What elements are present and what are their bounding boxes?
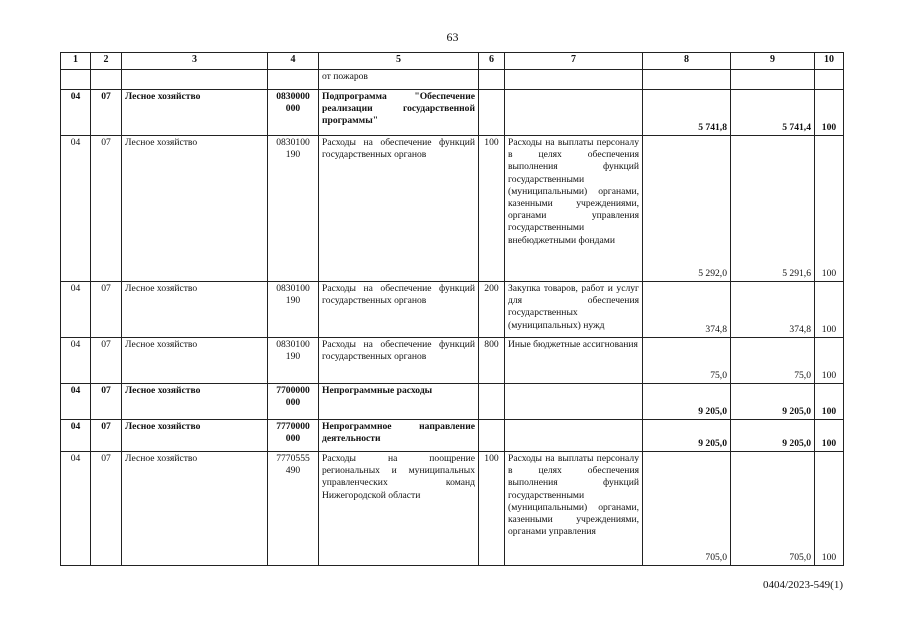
planned-amount-cell: [643, 70, 731, 90]
planned-amount-cell: 374,8: [643, 282, 731, 338]
section-name-cell: Лесное хозяйство: [122, 136, 268, 282]
target-article-code-cell: 0830100 190: [268, 282, 319, 338]
section-code-cell: 04: [61, 452, 91, 566]
planned-amount-cell: 9 205,0: [643, 420, 731, 452]
expense-type-name-cell: [505, 420, 643, 452]
actual-amount-cell: 9 205,0: [731, 420, 815, 452]
expense-type-name-cell: [505, 384, 643, 420]
section-name-cell: Лесное хозяйство: [122, 282, 268, 338]
table-body: [61, 70, 844, 566]
execution-percent-cell: 100: [815, 90, 844, 136]
actual-amount-cell: 705,0: [731, 452, 815, 566]
section-code-cell: 04: [61, 282, 91, 338]
subsection-code-cell: 07: [91, 420, 122, 452]
execution-percent-cell: 100: [815, 282, 844, 338]
expense-type-name-cell: [505, 90, 643, 136]
table-header-row: [61, 53, 844, 70]
article-name-cell: от пожаров: [319, 70, 479, 90]
page-number: 63: [446, 30, 459, 44]
expense-type-code-cell: [479, 420, 505, 452]
expense-type-code-cell: 800: [479, 338, 505, 384]
subsection-code-cell: 07: [91, 384, 122, 420]
column-header: 9: [731, 53, 815, 70]
expense-type-code-cell: 100: [479, 136, 505, 282]
article-name-cell: Подпрограмма "Обеспечение реализации государственной программы": [319, 90, 479, 136]
article-name-cell: Расходы на обеспечение функций государственных органов: [319, 136, 479, 282]
column-header: 4: [268, 53, 319, 70]
subsection-code-cell: 07: [91, 282, 122, 338]
planned-amount-cell: 5 292,0: [643, 136, 731, 282]
column-header: 7: [505, 53, 643, 70]
table-row: [61, 136, 844, 282]
budget-table: [60, 52, 844, 566]
column-header: 3: [122, 53, 268, 70]
section-code-cell: 04: [61, 384, 91, 420]
section-code-cell: 04: [61, 90, 91, 136]
expense-type-code-cell: [479, 70, 505, 90]
execution-percent-cell: 100: [815, 384, 844, 420]
expense-type-code-cell: [479, 90, 505, 136]
execution-percent-cell: 100: [815, 338, 844, 384]
column-header: 2: [91, 53, 122, 70]
planned-amount-cell: 75,0: [643, 338, 731, 384]
document-code: 0404/2023-549(1): [762, 579, 843, 591]
target-article-code-cell: 7700000 000: [268, 384, 319, 420]
subsection-code-cell: 07: [91, 338, 122, 384]
column-header: 10: [815, 53, 844, 70]
column-header: 8: [643, 53, 731, 70]
actual-amount-cell: 9 205,0: [731, 384, 815, 420]
article-name-cell: Непрограммные расходы: [319, 384, 479, 420]
subsection-code-cell: [91, 70, 122, 90]
table-row: [61, 70, 844, 90]
section-name-cell: Лесное хозяйство: [122, 90, 268, 136]
article-name-cell: Расходы на поощрение региональных и муниципальных управленческих команд Нижегородской области: [319, 452, 479, 566]
column-header: 1: [61, 53, 91, 70]
column-header: 6: [479, 53, 505, 70]
expense-type-code-cell: [479, 384, 505, 420]
expense-type-name-cell: Закупка товаров, работ и услуг для обеспечения государственных (муниципальных) нужд: [505, 282, 643, 338]
actual-amount-cell: 5 741,4: [731, 90, 815, 136]
planned-amount-cell: 5 741,8: [643, 90, 731, 136]
section-code-cell: 04: [61, 136, 91, 282]
section-name-cell: [122, 70, 268, 90]
article-name-cell: Расходы на обеспечение функций государственных органов: [319, 282, 479, 338]
expense-type-code-cell: 200: [479, 282, 505, 338]
execution-percent-cell: 100: [815, 452, 844, 566]
subsection-code-cell: 07: [91, 136, 122, 282]
execution-percent-cell: 100: [815, 136, 844, 282]
planned-amount-cell: 9 205,0: [643, 384, 731, 420]
target-article-code-cell: 0830000 000: [268, 90, 319, 136]
article-name-cell: Расходы на обеспечение функций государственных органов: [319, 338, 479, 384]
execution-percent-cell: [815, 70, 844, 90]
section-code-cell: 04: [61, 338, 91, 384]
subsection-code-cell: 07: [91, 452, 122, 566]
table-row: [61, 452, 844, 566]
subsection-code-cell: 07: [91, 90, 122, 136]
expense-type-code-cell: 100: [479, 452, 505, 566]
table-row: [61, 90, 844, 136]
table-row: [61, 384, 844, 420]
article-name-cell: Непрограммное направление деятельности: [319, 420, 479, 452]
table-row: [61, 338, 844, 384]
column-header: 5: [319, 53, 479, 70]
expense-type-name-cell: Расходы на выплаты персоналу в целях обеспечения выполнения функций государственными (муниципальными) органами, казенными учреждениями, органами управления: [505, 452, 643, 566]
actual-amount-cell: 75,0: [731, 338, 815, 384]
section-name-cell: Лесное хозяйство: [122, 384, 268, 420]
target-article-code-cell: 7770555 490: [268, 452, 319, 566]
table-row: [61, 420, 844, 452]
expense-type-name-cell: Расходы на выплаты персоналу в целях обеспечения выполнения функций государственными (муниципальными) органами, казенными учреждениями, органами управления государственными внебюджетными фондами: [505, 136, 643, 282]
expense-type-name-cell: [505, 70, 643, 90]
target-article-code-cell: [268, 70, 319, 90]
section-name-cell: Лесное хозяйство: [122, 338, 268, 384]
actual-amount-cell: 5 291,6: [731, 136, 815, 282]
section-name-cell: Лесное хозяйство: [122, 452, 268, 566]
planned-amount-cell: 705,0: [643, 452, 731, 566]
target-article-code-cell: 7770000 000: [268, 420, 319, 452]
expense-type-name-cell: Иные бюджетные ассигнования: [505, 338, 643, 384]
target-article-code-cell: 0830100 190: [268, 338, 319, 384]
section-code-cell: 04: [61, 420, 91, 452]
target-article-code-cell: 0830100 190: [268, 136, 319, 282]
table-row: [61, 282, 844, 338]
section-code-cell: [61, 70, 91, 90]
section-name-cell: Лесное хозяйство: [122, 420, 268, 452]
execution-percent-cell: 100: [815, 420, 844, 452]
actual-amount-cell: [731, 70, 815, 90]
actual-amount-cell: 374,8: [731, 282, 815, 338]
